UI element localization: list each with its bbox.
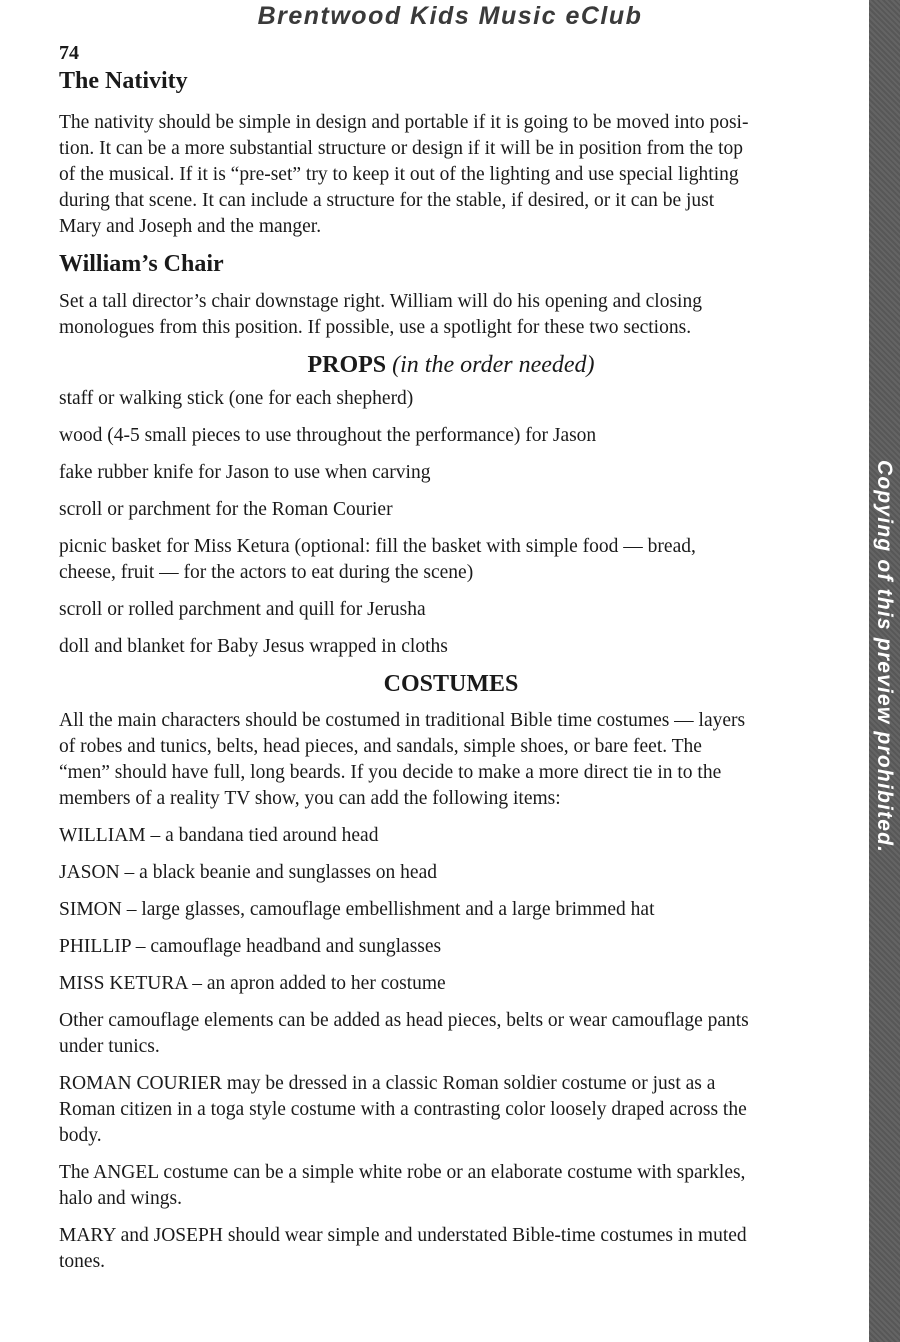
costume-line: Other camouflage elements can be added as head pieces, belts or wear camouflage pants	[59, 1010, 749, 1031]
costume-line: SIMON – large glasses, camouflage embellishment and a large brimmed hat	[59, 899, 655, 920]
costume-line: tones.	[59, 1251, 106, 1272]
costumes-heading: COSTUMES	[383, 671, 519, 697]
prop-item	[59, 460, 843, 486]
page-content	[59, 40, 843, 1275]
costume-item	[59, 823, 843, 849]
costume-item	[59, 860, 843, 886]
props-heading	[59, 350, 843, 380]
costume-item	[59, 1071, 843, 1149]
props-subtitle: (in the order needed)	[392, 352, 595, 378]
prop-line: scroll or parchment for the Roman Courier	[59, 499, 393, 520]
costume-item	[59, 1008, 843, 1060]
costume-item	[59, 971, 843, 997]
prop-item	[59, 497, 843, 523]
costume-line: Roman citizen in a toga style costume with a contrasting color loosely draped across the	[59, 1099, 747, 1120]
costume-item	[59, 1160, 843, 1212]
costume-line: JASON – a black beanie and sunglasses on head	[59, 862, 437, 883]
costume-item	[59, 1223, 843, 1275]
costumes-intro-line: All the main characters should be costumed in traditional Bible time costumes — layers	[59, 710, 746, 731]
page-header: Brentwood Kids Music eClub	[257, 2, 643, 30]
costumes-intro-line: members of a reality TV show, you can add the following items:	[59, 788, 561, 809]
costume-line: under tunics.	[59, 1036, 160, 1057]
chair-heading: William’s Chair	[59, 251, 224, 277]
watermark-text: Copying of this preview prohibited.	[873, 460, 896, 854]
chair-line: Set a tall director’s chair downstage right. William will do his opening and closing	[59, 291, 702, 312]
nativity-line: The nativity should be simple in design and portable if it is going to be moved into posi-	[59, 112, 749, 133]
costume-line: The ANGEL costume can be a simple white robe or an elaborate costume with sparkles,	[59, 1162, 746, 1183]
chair-paragraph	[59, 289, 843, 341]
prop-line: wood (4-5 small pieces to use throughout the performance) for Jason	[59, 425, 597, 446]
prop-item	[59, 597, 843, 623]
nativity-line: of the musical. If it is “pre-set” try to keep it out of the lighting and use special lighting	[59, 164, 739, 185]
prop-line: doll and blanket for Baby Jesus wrapped in cloths	[59, 636, 448, 657]
costume-line: PHILLIP – camouflage headband and sunglasses	[59, 936, 442, 957]
nativity-line: during that scene. It can include a structure for the stable, if desired, or it can be just	[59, 190, 715, 211]
costume-line: WILLIAM – a bandana tied around head	[59, 825, 379, 846]
page-number: 74	[59, 42, 79, 64]
costumes-list	[59, 823, 843, 1275]
costume-line: MISS KETURA – an apron added to her costume	[59, 973, 446, 994]
prop-item	[59, 423, 843, 449]
prop-item	[59, 386, 843, 412]
costume-item	[59, 934, 843, 960]
costume-item	[59, 897, 843, 923]
prop-line: picnic basket for Miss Ketura (optional: fill the basket with simple food — bread,	[59, 536, 696, 557]
costume-line: ROMAN COURIER may be dressed in a classic Roman soldier costume or just as a	[59, 1073, 716, 1094]
costume-line: halo and wings.	[59, 1188, 182, 1209]
costumes-intro-line: of robes and tunics, belts, head pieces, and sandals, simple shoes, or bare feet. The	[59, 736, 702, 757]
costumes-intro	[59, 708, 843, 812]
chair-line: monologues from this position. If possible, use a spotlight for these two sections.	[59, 317, 692, 338]
costume-line: body.	[59, 1125, 102, 1146]
nativity-heading: The Nativity	[59, 68, 188, 94]
nativity-line: Mary and Joseph and the manger.	[59, 216, 322, 237]
costume-line: MARY and JOSEPH should wear simple and understated Bible-time costumes in muted	[59, 1225, 747, 1246]
prop-item	[59, 634, 843, 660]
prop-line: staff or walking stick (one for each shepherd)	[59, 388, 414, 409]
props-list	[59, 386, 843, 660]
nativity-paragraph	[59, 110, 843, 240]
nativity-line: tion. It can be a more substantial structure or design if it will be in position from the top	[59, 138, 743, 159]
prop-item	[59, 534, 843, 586]
prop-line: fake rubber knife for Jason to use when carving	[59, 462, 431, 483]
props-title: PROPS	[307, 352, 387, 378]
prop-line: scroll or rolled parchment and quill for Jerusha	[59, 599, 426, 620]
prop-line: cheese, fruit — for the actors to eat during the scene)	[59, 562, 474, 583]
costumes-intro-line: “men” should have full, long beards. If you decide to make a more direct tie in to the	[59, 762, 722, 783]
